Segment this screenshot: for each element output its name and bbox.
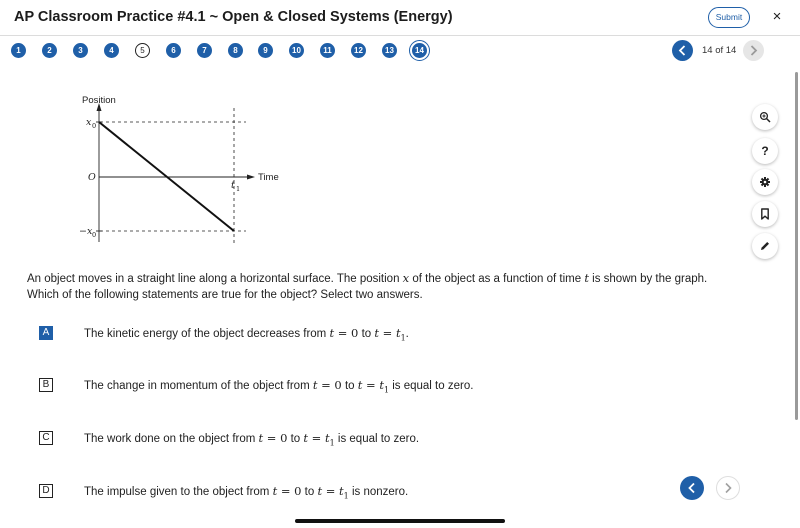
question-7-button[interactable]: 7 — [197, 43, 212, 58]
home-indicator — [295, 519, 505, 523]
t1-tick-label: t — [231, 180, 235, 191]
question-10-button[interactable]: 10 — [289, 43, 304, 58]
time-axis-label: Time — [258, 172, 279, 183]
choice-letter-c[interactable]: C — [39, 431, 53, 445]
question-2-button[interactable]: 2 — [42, 43, 57, 58]
question-13-button[interactable]: 13 — [382, 43, 397, 58]
chevron-left-icon — [672, 40, 693, 61]
question-counter: 14 of 14 — [702, 45, 737, 56]
negative-x0-tick-subscript: 0 — [92, 231, 97, 239]
question-11-button[interactable]: 11 — [320, 43, 335, 58]
question-stem — [27, 270, 747, 303]
chevron-left-icon — [680, 476, 704, 500]
annotate-button[interactable] — [752, 233, 778, 259]
bottom-next-button[interactable] — [716, 476, 740, 500]
pencil-annotate-icon — [759, 240, 771, 252]
settings-button[interactable] — [752, 169, 778, 195]
question-3-button[interactable]: 3 — [73, 43, 88, 58]
zoom-button[interactable] — [752, 104, 778, 130]
top-bar — [0, 0, 800, 36]
bottom-previous-button[interactable] — [680, 476, 704, 500]
zoom-in-icon — [759, 111, 771, 123]
choice-text-c: The work done on the object from t = 0 to $t = t_1$ is equal to zero. — [84, 431, 420, 448]
submit-button[interactable]: Submit — [708, 7, 750, 28]
close-icon[interactable]: × — [772, 8, 782, 25]
help-icon: ? — [761, 144, 769, 158]
x0-tick-subscript: 0 — [92, 122, 97, 130]
question-6-button[interactable]: 6 — [166, 43, 181, 58]
negative-x0-tick-label: −x — [79, 226, 93, 237]
question-line-2: Which of the following statements are true for the object? Select two answers. — [27, 289, 423, 301]
t1-tick-subscript: 1 — [236, 185, 241, 193]
question-5-button-unanswered[interactable]: 5 — [135, 43, 150, 58]
choice-letter-d[interactable]: D — [39, 484, 53, 498]
choice-text-d: The impulse given to the object from t = 0 to $t = t_1$ is nonzero. — [84, 484, 409, 501]
next-question-button[interactable] — [743, 40, 764, 61]
chevron-right-icon — [717, 477, 739, 499]
bookmark-icon — [759, 208, 771, 220]
position-time-graph — [70, 90, 290, 250]
choice-text-b: The change in momentum of the object from t = 0 to $t = t_1$ is equal to zero. — [84, 378, 474, 395]
position-line — [99, 122, 234, 231]
chevron-right-icon — [743, 40, 764, 61]
help-button[interactable] — [752, 138, 778, 164]
time-axis-arrow — [247, 175, 255, 180]
question-line-1: An object moves in a straight line along a horizontal surface. The position x of the object as a function of time t is shown by the graph. — [27, 271, 708, 285]
scrollbar[interactable] — [795, 72, 798, 420]
var-t: t — [584, 271, 589, 285]
question-1-button[interactable]: 1 — [11, 43, 26, 58]
page-title: AP Classroom Practice #4.1 ~ Open & Closed Systems (Energy) — [14, 9, 453, 25]
graph-dashed-guides — [100, 108, 246, 245]
question-12-button[interactable]: 12 — [351, 43, 366, 58]
question-9-button[interactable]: 9 — [258, 43, 273, 58]
choice-letter-b[interactable]: B — [39, 378, 53, 392]
choice-text-a: The kinetic energy of the object decreases from t = 0 to $t = t_1$. — [84, 326, 409, 343]
choice-letter-a[interactable]: A — [39, 326, 53, 340]
bookmark-button[interactable] — [752, 201, 778, 227]
var-x: x — [402, 271, 410, 285]
previous-question-button[interactable] — [672, 40, 693, 61]
x0-tick-label: x — [86, 117, 92, 128]
question-4-button[interactable]: 4 — [104, 43, 119, 58]
question-14-button-current[interactable]: 14 — [412, 43, 427, 58]
position-axis-label: Position — [82, 95, 116, 106]
question-8-button[interactable]: 8 — [228, 43, 243, 58]
settings-gear-icon — [759, 176, 771, 188]
origin-label: O — [88, 172, 96, 183]
